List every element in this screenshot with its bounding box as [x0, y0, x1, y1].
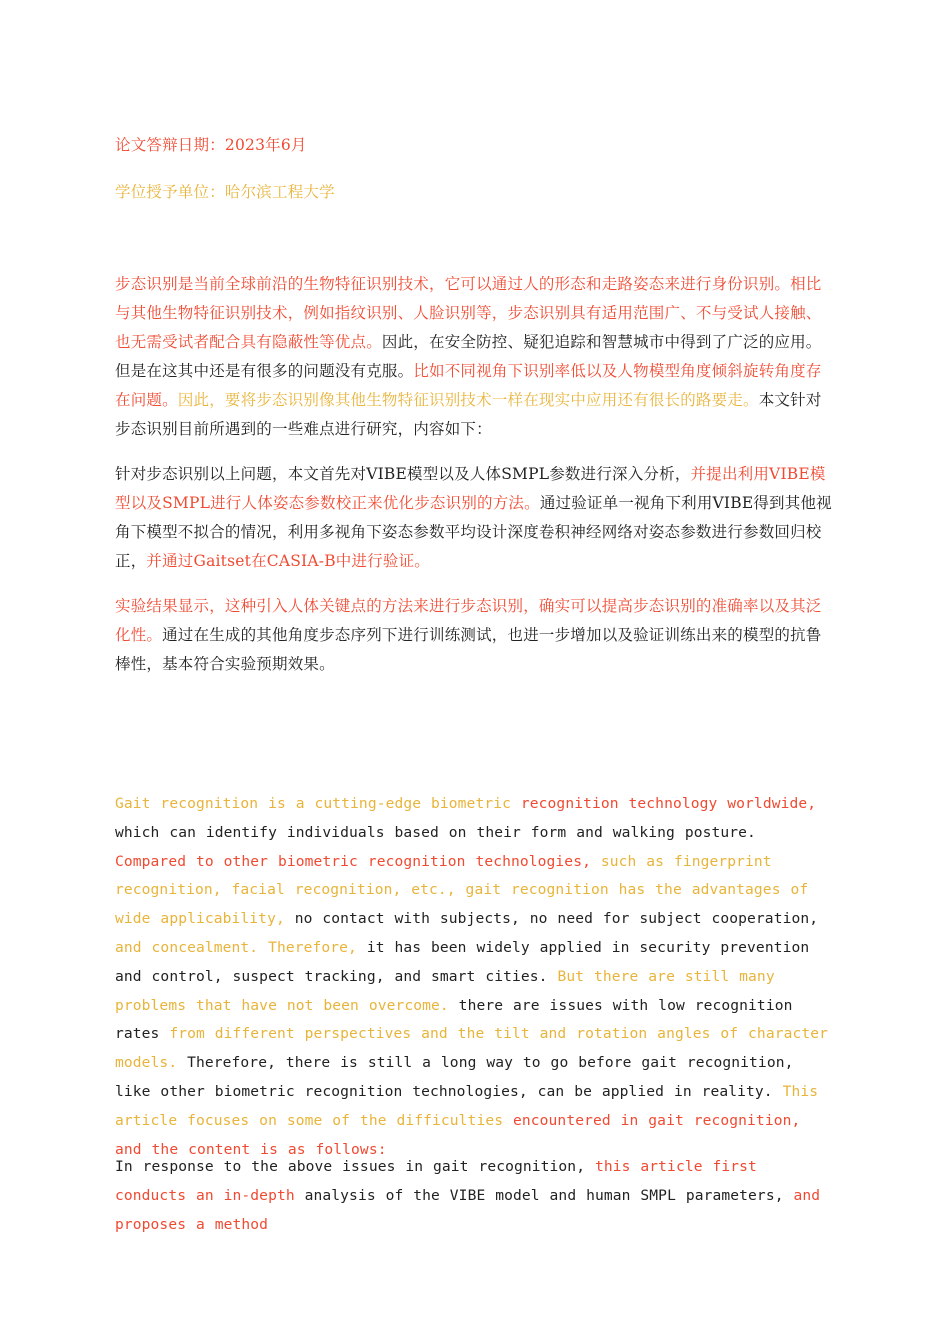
en-p1-span-4: Compared to other biometric recognition technologies,: [115, 852, 591, 870]
en-p2-span-3: analysis of the VIBE model and human SMPL parameters,: [294, 1186, 794, 1204]
en-p1-span-1: Gait recognition is a cutting-edge biometric: [115, 795, 521, 812]
en-p1-span-5: such as fingerprint recognition, facial recognition, etc., gait recognition has the advantages of wide applicability,: [115, 852, 809, 928]
cn-p1-sentence-5: 本文针对步态识别目前所遇到的一些难点进行研究，内容如下：: [115, 391, 822, 438]
en-abstract-paragraph-2: [115, 1153, 835, 1239]
degree-unit: 学位授予单位：哈尔滨工程大学: [115, 183, 335, 201]
cn-p1-sentence-2: 因此，在安全防控、疑犯追踪和智慧城市中得到了广泛的应用。但是在这其中还是有很多的问题没有克服。: [115, 333, 822, 380]
en-p1-span-8: it has been widely applied in security prevention and control, suspect tracking, and smart cities.: [115, 938, 810, 985]
en-p1-span-12: Therefore, there is still a long way to go before gait recognition, like other biometric recognition technologies, can be applied in reality.: [115, 1054, 794, 1100]
cn-abstract-paragraph-2: [115, 460, 835, 576]
en-p1-span-2: recognition technology worldwide,: [520, 795, 817, 812]
cn-p1-sentence-4: 因此，要将步态识别像其他生物特征识别技术一样在现实中应用还有很长的路要走。: [177, 391, 759, 409]
cn-p3-sentence-1: 实验结果显示，这种引入人体关键点的方法来进行步态识别，确实可以提高步态识别的准确率以及其泛化性。: [115, 597, 822, 644]
en-p1-span-7: and concealment. Therefore,: [115, 938, 357, 956]
en-p2-span-2: this article first conducts an in-depth: [115, 1158, 757, 1204]
en-p1-span-11: from different perspectives and the tilt and rotation angles of character models.: [115, 1025, 829, 1072]
cn-abstract-paragraph-1: [115, 270, 835, 444]
cn-p2-sentence-2: 并提出利用VIBE模型以及SMPL进行人体姿态参数校正来优化步态识别的方法。: [115, 465, 826, 512]
en-p1-span-13: This article focuses on some of the difficulties: [115, 1082, 819, 1129]
cn-p1-sentence-3: 比如不同视角下识别率低以及人物模型角度倾斜旋转角度存在问题。: [115, 362, 822, 409]
en-p1-span-14: encountered in gait recognition, and the content is as follows:: [115, 1111, 801, 1158]
cn-abstract-paragraph-3: [115, 592, 835, 679]
en-abstract-paragraph-1: [115, 790, 835, 1164]
en-p1-span-3: which can identify individuals based on their form and walking posture.: [115, 823, 756, 841]
cn-p2-sentence-4: 并通过Gaitset在CASIA-B中进行验证。: [146, 552, 430, 570]
cn-p2-sentence-3: 通过验证单一视角下利用VIBE得到其他视角下模型不拟合的情况，利用多视角下姿态参数平均设计深度卷积神经网络对姿态参数进行参数回归校正，: [115, 494, 832, 570]
cn-p3-sentence-2: 通过在生成的其他角度步态序列下进行训练测试，也进一步增加以及验证训练出来的模型的抗鲁棒性，基本符合实验预期效果。: [115, 626, 822, 673]
en-p1-span-10: there are issues with low recognition rates: [115, 996, 793, 1043]
cn-p2-sentence-1: 针对步态识别以上问题，本文首先对VIBE模型以及人体SMPL参数进行深入分析，: [115, 465, 691, 483]
cn-p1-sentence-1: 步态识别是当前全球前沿的生物特征识别技术，它可以通过人的形态和走路姿态来进行身份识别。相比与其他生物特征识别技术，例如指纹识别、人脸识别等，步态识别具有适用范围广、不与受试人接触、也无需受试者配合具有隐蔽性等优点。: [115, 275, 822, 351]
en-p2-span-4: and proposes a method: [115, 1186, 821, 1233]
en-p2-span-1: In response to the above issues in gait recognition,: [115, 1158, 595, 1175]
en-p1-span-6: no contact with subjects, no need for subject cooperation,: [284, 910, 819, 928]
defense-date: 论文答辩日期：2023年6月: [115, 136, 307, 154]
en-p1-span-9: But there are still many problems that have not been overcome.: [115, 967, 775, 1014]
